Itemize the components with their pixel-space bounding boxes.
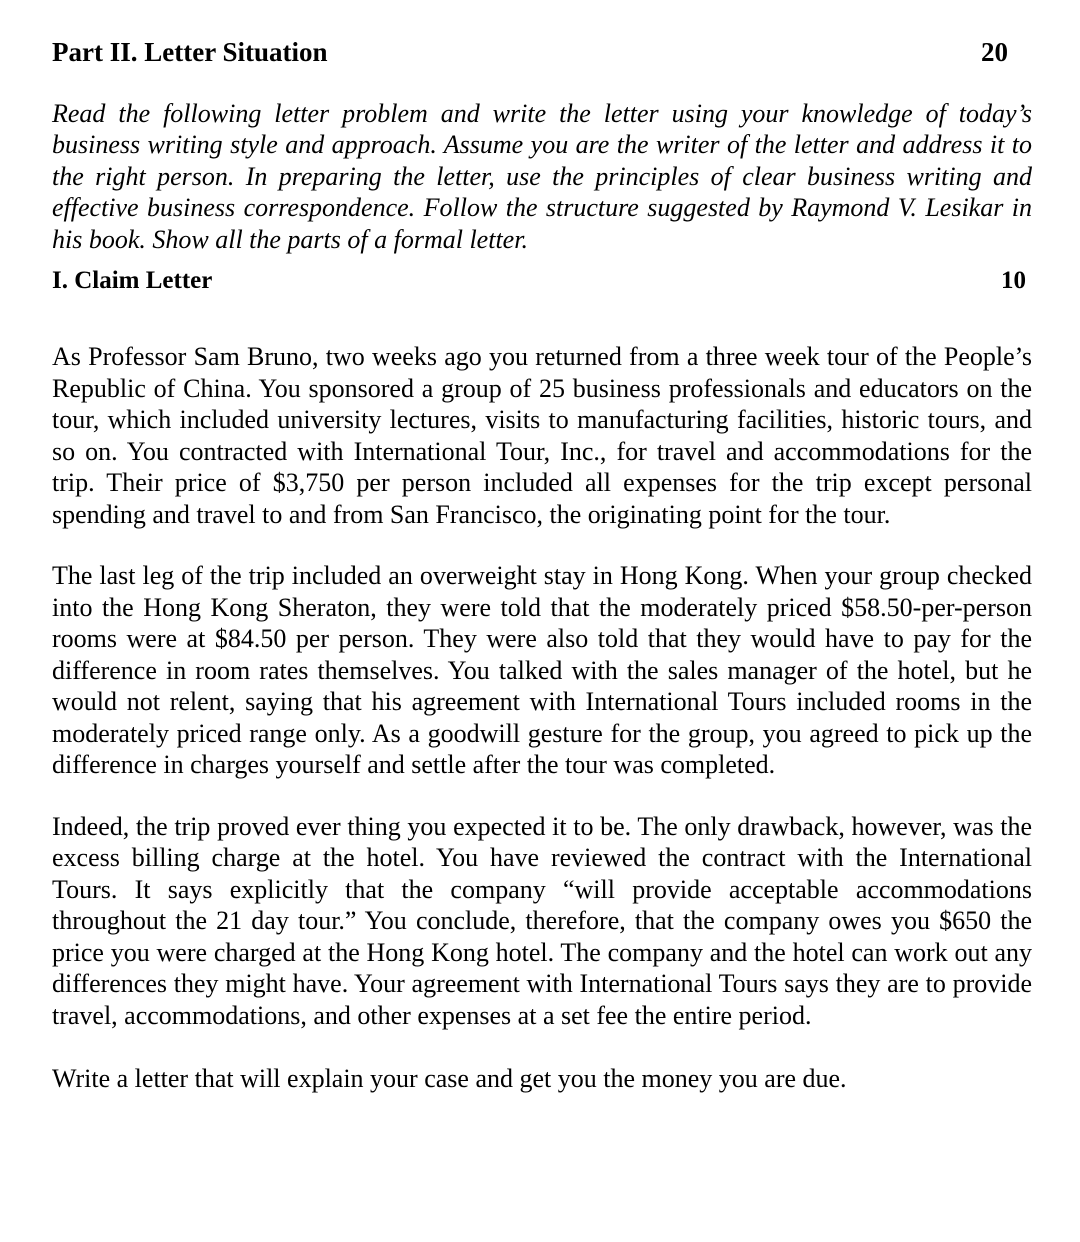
paragraph-2: The last leg of the trip included an overweight stay in Hong Kong. When your group checked into the Hong Kong Sheraton, they were told that the moderately priced $58.50-per-person rooms were at $84.50 per person. They were also told that they would have to pay for the difference in room rates themselves. You talked with the sales manager of the hotel, but he would not relent, saying that his agreement with International Tours included rooms in the moderately priced range only. As a goodwill gesture for the group, you agreed to pick up the difference in charges yourself and settle after the tour was completed. (52, 561, 1032, 780)
paragraph-4: Write a letter that will explain your case and get you the money you are due. (52, 1064, 847, 1094)
section-score: 10 (1001, 267, 1026, 295)
document-content (52, 34, 1032, 1095)
part-heading (52, 34, 1032, 70)
instructions-text: Read the following letter problem and write the letter using your knowledge of today’s business writing style and approach. Assume you are the writer of the letter and address it to the right person. In preparing the letter, use the principles of clear business writing and effective business correspondence. Follow the structure suggested by Raymond V. Lesikar in his book. Show all the parts of a formal letter. (52, 99, 1032, 254)
part-title: Part II. Letter Situation (52, 37, 328, 67)
paragraph-1: As Professor Sam Bruno, two weeks ago you returned from a three week tour of the People’s Republic of China. You sponsored a group of 25 business professionals and educators on the tour, which included university lectures, visits to manufacturing facilities, historic tours, and so on. You contracted with International Tour, Inc., for travel and accommodations for the trip. Their price of $3,750 per person included all expenses for the trip except personal spending and travel to and from San Francisco, the originating point for the tour. (52, 342, 1032, 529)
part-score: 20 (981, 37, 1008, 67)
section-title: I. Claim Letter (52, 267, 213, 295)
section-heading (52, 265, 1032, 297)
paragraph-3: Indeed, the trip proved ever thing you expected it to be. The only drawback, however, was the excess billing charge at the hotel. You have reviewed the contract with the International Tours. It says explicitly that the company “will provide acceptable accommodations throughout the 21 day tour.” You conclude, therefore, that the company owes you $650 the price you were charged at the Hong Kong hotel. The company and the hotel can work out any differences they might have. Your agreement with International Tours says they are to provide travel, accommodations, and other expenses at a set fee the entire period. (52, 811, 1032, 1030)
